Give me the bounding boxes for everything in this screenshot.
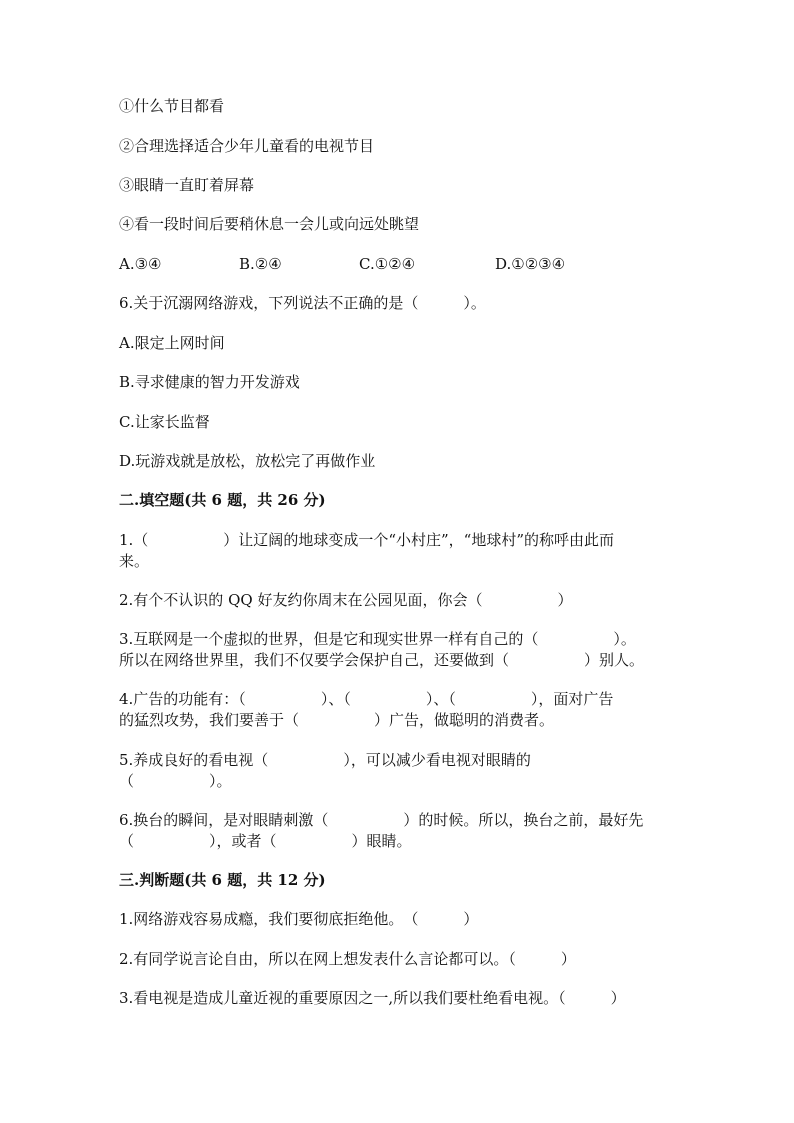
- q6-option-a: A.限定上网时间: [119, 334, 225, 352]
- fill-q4-line1: 4.广告的功能有：（ ）、（ ）、（ ），面对广告: [119, 690, 614, 708]
- fill-q6-line1: 6.换台的瞬间，是对眼睛刺激（ ）的时候。所以，换台之前，最好先: [119, 811, 644, 829]
- q5-option-c: C.①②④: [359, 255, 416, 273]
- fill-q3-line1: 3.互联网是一个虚拟的世界，但是它和现实世界一样有自己的（ ）。: [119, 630, 636, 648]
- q5-option-d: D.①②③④: [495, 255, 566, 273]
- section3-heading: 三.判断题(共 6 题，共 12 分): [119, 871, 326, 889]
- q5-option-b: B.②④: [239, 255, 282, 273]
- fill-q4-line2: 的猛烈攻势，我们要善于（ ）广告，做聪明的消费者。: [119, 711, 555, 729]
- fill-q6-line2: （ ），或者（ ）眼睛。: [119, 832, 412, 850]
- fill-q5-line1: 5.养成良好的看电视（ ），可以减少看电视对眼睛的: [119, 751, 531, 769]
- judge-q3: 3.看电视是造成儿童近视的重要原因之一,所以我们要杜绝看电视。（ ）: [119, 989, 626, 1007]
- fill-q5-line2: （ ）。: [119, 772, 232, 790]
- fill-q3-line2: 所以在网络世界里，我们不仅要学会保护自己，还要做到（ ）别人。: [119, 651, 645, 669]
- q6-option-c: C.让家长监督: [119, 413, 210, 431]
- q5-choice-3: ③眼睛一直盯着屏幕: [119, 176, 255, 194]
- q6-option-d: D.玩游戏就是放松，放松完了再做作业: [119, 452, 376, 470]
- fill-q2: 2.有个不认识的 QQ 好友约你周末在公园见面，你会（ ）: [119, 591, 573, 609]
- fill-q1-line2: 来。: [119, 552, 150, 570]
- q5-choice-4: ④看一段时间后要稍休息一会儿或向远处眺望: [119, 215, 420, 233]
- section2-heading: 二.填空题(共 6 题，共 26 分): [119, 491, 326, 509]
- fill-q1-line1: 1.（ ）让辽阔的地球变成一个“小村庄”，“地球村”的称呼由此而: [119, 531, 614, 549]
- q5-option-a: A.③④: [119, 255, 162, 273]
- q6-option-b: B.寻求健康的智力开发游戏: [119, 373, 300, 391]
- judge-q2: 2.有同学说言论自由，所以在网上想发表什么言论都可以。（ ）: [119, 950, 576, 968]
- q5-choice-1: ①什么节目都看: [119, 97, 225, 115]
- q6-stem: 6.关于沉溺网络游戏，下列说法不正确的是（ ）。: [119, 294, 486, 312]
- judge-q1: 1.网络游戏容易成瘾，我们要彻底拒绝他。 （ ）: [119, 910, 479, 928]
- q5-choice-2: ②合理选择适合少年儿童看的电视节目: [119, 137, 375, 155]
